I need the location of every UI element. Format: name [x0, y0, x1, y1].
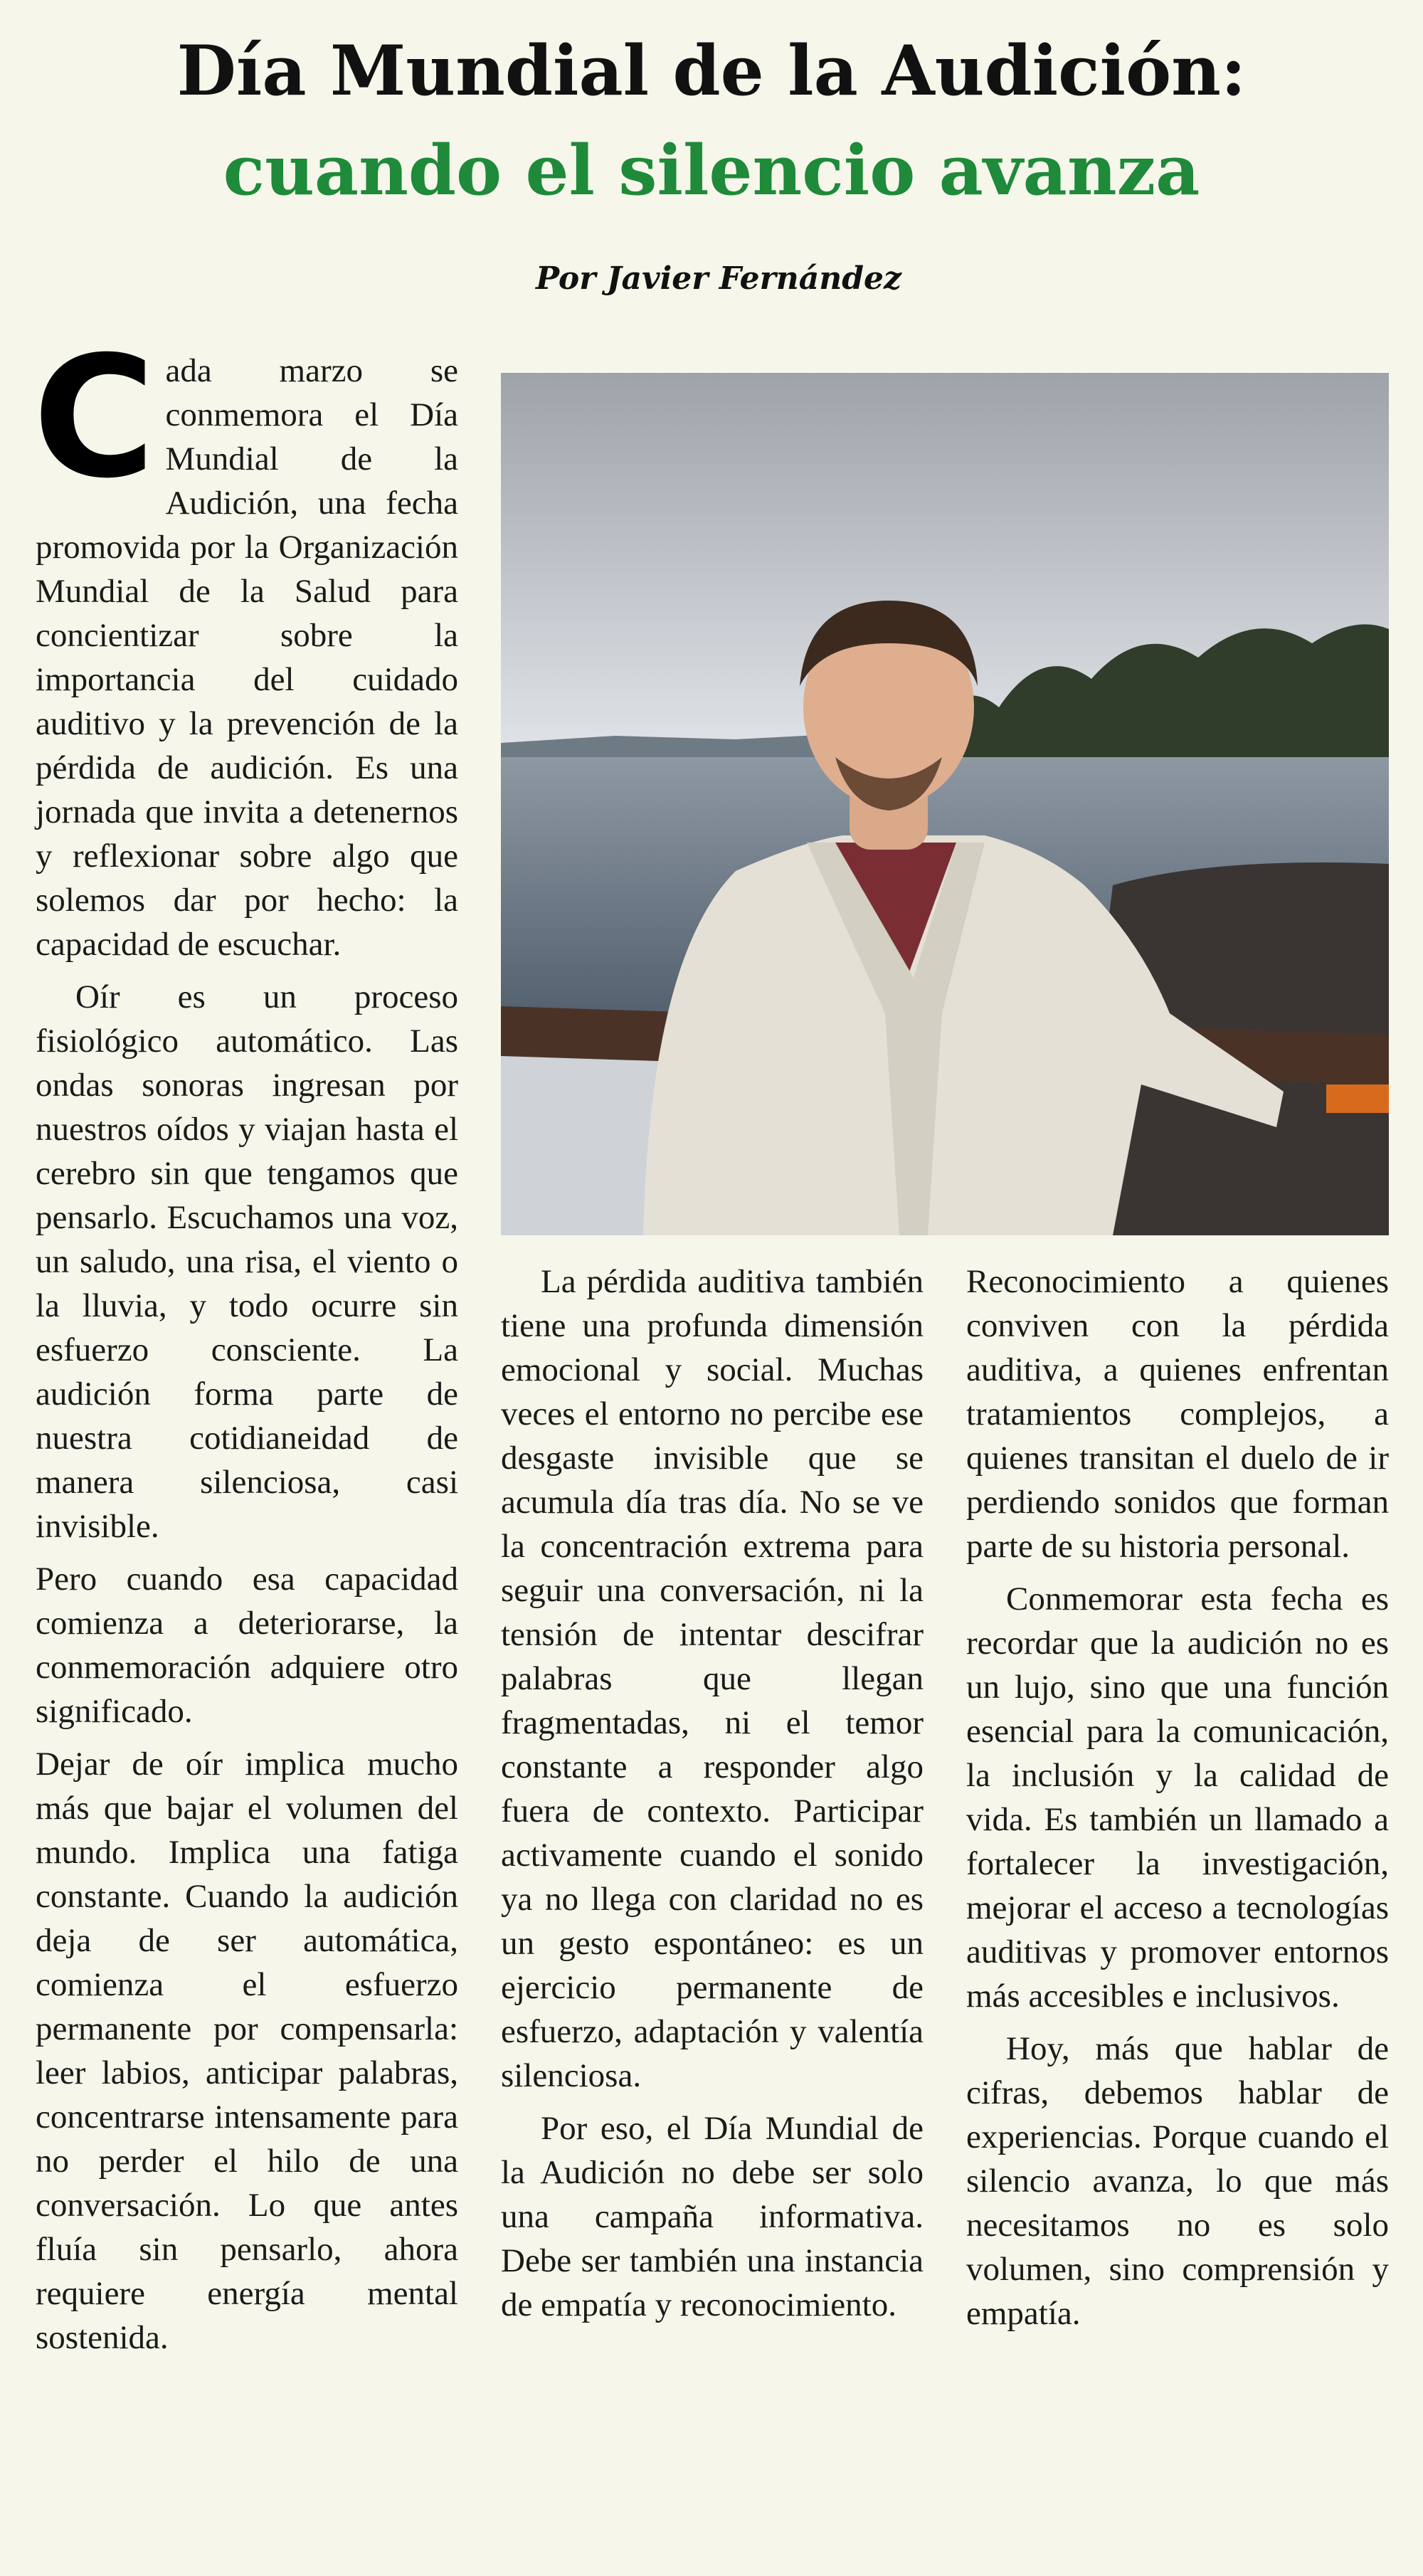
paragraph-1: Cada marzo se conmemora el Día Mundial de la Audición, una fecha promovida por la Organización Mundial de la Salud para concientizar sobre la importancia del cuidado auditivo y la prevención de la pérdida de audición. Es una jornada que invita a detenernos y reflexionar sobre algo que solemos dar por hecho: la capacidad de escuchar. — [33, 321, 458, 963]
author-byline: Por Javier Fernández — [535, 260, 902, 297]
headline-line-2: cuando el silencio avanza — [223, 130, 1200, 211]
paragraph-7: Reconocimiento a quienes conviven con la pérdida auditiva, a quienes enfrentan tratamientos complejos, a quienes transitan el duelo de ir perdiendo sonidos que forman parte de su historia personal. — [966, 1263, 1389, 1565]
paragraph-3: Pero cuando esa capacidad comienza a deteriorarse, la conmemoración adquiere otro significado. — [36, 1561, 458, 1730]
author-photo — [501, 373, 1389, 1235]
article-column-1 — [33, 321, 458, 2368]
paragraph-4: Dejar de oír implica mucho más que bajar el volumen del mundo. Implica una fatiga constante. Cuando la audición deja de ser automática, comienza el esfuerzo permanente por compensarla: leer labios, anticipar palabras, concentrarse intensamente para no perder el hilo de una conversación. Lo que antes fluía sin pensarlo, ahora requiere energía mental sostenida. — [36, 1746, 458, 2356]
headline-line-1: Día Mundial de la Audición: — [176, 31, 1247, 111]
paragraph-5: La pérdida auditiva también tiene una profunda dimensión emocional y social. Muchas veces el entorno no percibe ese desgaste invisible que se acumula día tras día. No se ve la concentración extrema para seguir una conversación, ni la tensión de intentar descifrar palabras que llegan fragmentadas, ni el temor constante a responder algo fuera de contexto. Participar activamente cuando el sonido ya no llega con claridad no es un gesto espontáneo: es un ejercicio permanente de esfuerzo, adaptación y valentía silenciosa. — [501, 1263, 924, 2094]
paragraph-6: Por eso, el Día Mundial de la Audición no debe ser solo una campaña informativa. Debe ser también una instancia de empatía y reconocimiento. — [501, 2110, 924, 2323]
drop-cap: C — [33, 321, 156, 515]
article-column-2 — [501, 1260, 924, 2335]
paragraph-9: Hoy, más que hablar de cifras, debemos hablar de experiencias. Porque cuando el silencio avanza, lo que más necesitamos no es solo volumen, sino comprensión y empatía. — [966, 2030, 1389, 2332]
paragraph-2: Oír es un proceso fisiológico automático. Las ondas sonoras ingresan por nuestros oídos y viajan hasta el cerebro sin que tengamos que pensarlo. Escuchamos una voz, un saludo, una risa, el viento o la lluvia, y todo ocurre sin esfuerzo consciente. La audición forma parte de nuestra cotidianeidad de manera silenciosa, casi invisible. — [36, 978, 458, 1545]
article-column-3 — [966, 1260, 1389, 2344]
paragraph-8: Conmemorar esta fecha es recordar que la audición no es un lujo, sino que una función esencial para la comunicación, la inclusión y la calidad de vida. Es también un llamado a fortalecer la investigación, mejorar el acceso a tecnologías auditivas y promover entornos más accesibles e inclusivos. — [966, 1580, 1389, 2015]
